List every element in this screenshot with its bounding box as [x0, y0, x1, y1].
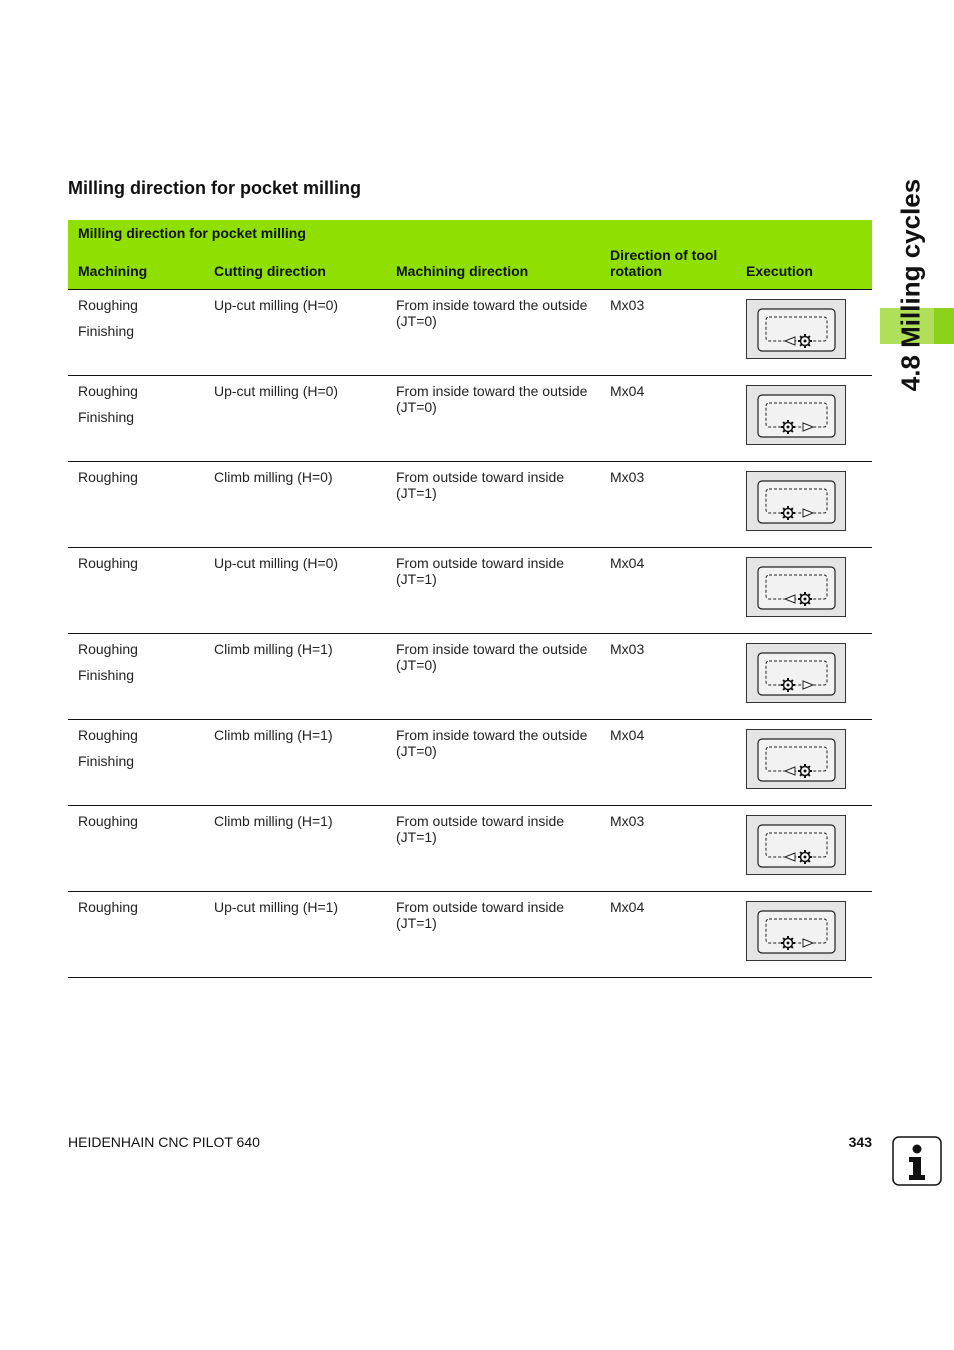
cell-cutting-direction: Climb milling (H=1) [204, 634, 386, 720]
cell-machining-direction: From inside toward the outside (JT=0) [386, 376, 600, 462]
cell-execution [736, 548, 872, 634]
machining-type: Roughing [78, 383, 138, 399]
table-row [68, 290, 872, 376]
table-row [68, 634, 872, 720]
cell-cutting-direction: Climb milling (H=1) [204, 720, 386, 806]
gear-right-arrow-left-icon [746, 729, 846, 789]
cell-execution [736, 290, 872, 376]
milling-direction-table [68, 220, 872, 978]
cell-machining-direction: From outside toward inside (JT=1) [386, 548, 600, 634]
gear-left-arrow-right-icon [746, 385, 846, 445]
table-row [68, 462, 872, 548]
cell-machining [68, 720, 204, 806]
cell-execution [736, 634, 872, 720]
section-title: Milling direction for pocket milling [68, 178, 362, 198]
machining-type: Roughing [78, 297, 138, 313]
cell-machining-direction: From inside toward the outside (JT=0) [386, 720, 600, 806]
chapter-tab-accent [934, 308, 954, 344]
cell-machining [68, 462, 204, 548]
machining-type: Finishing [78, 323, 135, 339]
page-number: 343 [848, 1134, 872, 1150]
machining-type: Roughing [78, 469, 138, 485]
table-row [68, 892, 872, 978]
cell-tool-rotation: Mx04 [600, 376, 736, 462]
column-header-tool-rotation: Direction of tool rotation [600, 241, 736, 290]
cell-machining [68, 806, 204, 892]
cell-machining-direction: From outside toward inside (JT=1) [386, 892, 600, 978]
cell-execution [736, 806, 872, 892]
cell-machining [68, 376, 204, 462]
gear-left-arrow-right-icon [746, 643, 846, 703]
cell-execution [736, 462, 872, 548]
gear-left-arrow-right-icon [746, 471, 846, 531]
cell-machining-direction: From outside toward inside (JT=1) [386, 462, 600, 548]
cell-tool-rotation: Mx04 [600, 720, 736, 806]
column-header-machining-direction: Machining direction [386, 241, 600, 290]
cell-tool-rotation: Mx04 [600, 548, 736, 634]
cell-cutting-direction: Up-cut milling (H=0) [204, 376, 386, 462]
column-header-cutting-direction: Cutting direction [204, 241, 386, 290]
table-row [68, 720, 872, 806]
chapter-title: 4.8 Milling cycles [895, 178, 926, 392]
table-row [68, 806, 872, 892]
cell-tool-rotation: Mx03 [600, 290, 736, 376]
cell-tool-rotation: Mx03 [600, 462, 736, 548]
cell-tool-rotation: Mx04 [600, 892, 736, 978]
gear-left-arrow-right-icon [746, 901, 846, 961]
machining-type: Roughing [78, 641, 138, 657]
table-row [68, 548, 872, 634]
gear-right-arrow-left-icon [746, 299, 846, 359]
table-caption: Milling direction for pocket milling [68, 220, 872, 241]
cell-cutting-direction: Climb milling (H=0) [204, 462, 386, 548]
machining-type: Finishing [78, 409, 135, 425]
cell-tool-rotation: Mx03 [600, 806, 736, 892]
machining-type: Roughing [78, 813, 138, 829]
cell-cutting-direction: Up-cut milling (H=1) [204, 892, 386, 978]
cell-machining [68, 634, 204, 720]
machining-type: Roughing [78, 727, 138, 743]
cell-cutting-direction: Climb milling (H=1) [204, 806, 386, 892]
cell-execution [736, 720, 872, 806]
column-header-execution: Execution [736, 241, 872, 290]
cell-machining [68, 892, 204, 978]
cell-machining [68, 290, 204, 376]
column-header-machining: Machining [68, 241, 204, 290]
machining-type: Finishing [78, 667, 135, 683]
table-row [68, 376, 872, 462]
info-icon [892, 1136, 942, 1186]
machining-type: Finishing [78, 753, 135, 769]
cell-machining [68, 548, 204, 634]
machining-type: Roughing [78, 555, 138, 571]
cell-machining-direction: From inside toward the outside (JT=0) [386, 290, 600, 376]
cell-tool-rotation: Mx03 [600, 634, 736, 720]
cell-execution [736, 892, 872, 978]
gear-right-arrow-left-icon [746, 815, 846, 875]
machining-type: Roughing [78, 899, 138, 915]
cell-cutting-direction: Up-cut milling (H=0) [204, 290, 386, 376]
footer-product-name: HEIDENHAIN CNC PILOT 640 [68, 1134, 260, 1150]
cell-machining-direction: From inside toward the outside (JT=0) [386, 634, 600, 720]
cell-cutting-direction: Up-cut milling (H=0) [204, 548, 386, 634]
cell-execution [736, 376, 872, 462]
gear-right-arrow-left-icon [746, 557, 846, 617]
cell-machining-direction: From outside toward inside (JT=1) [386, 806, 600, 892]
